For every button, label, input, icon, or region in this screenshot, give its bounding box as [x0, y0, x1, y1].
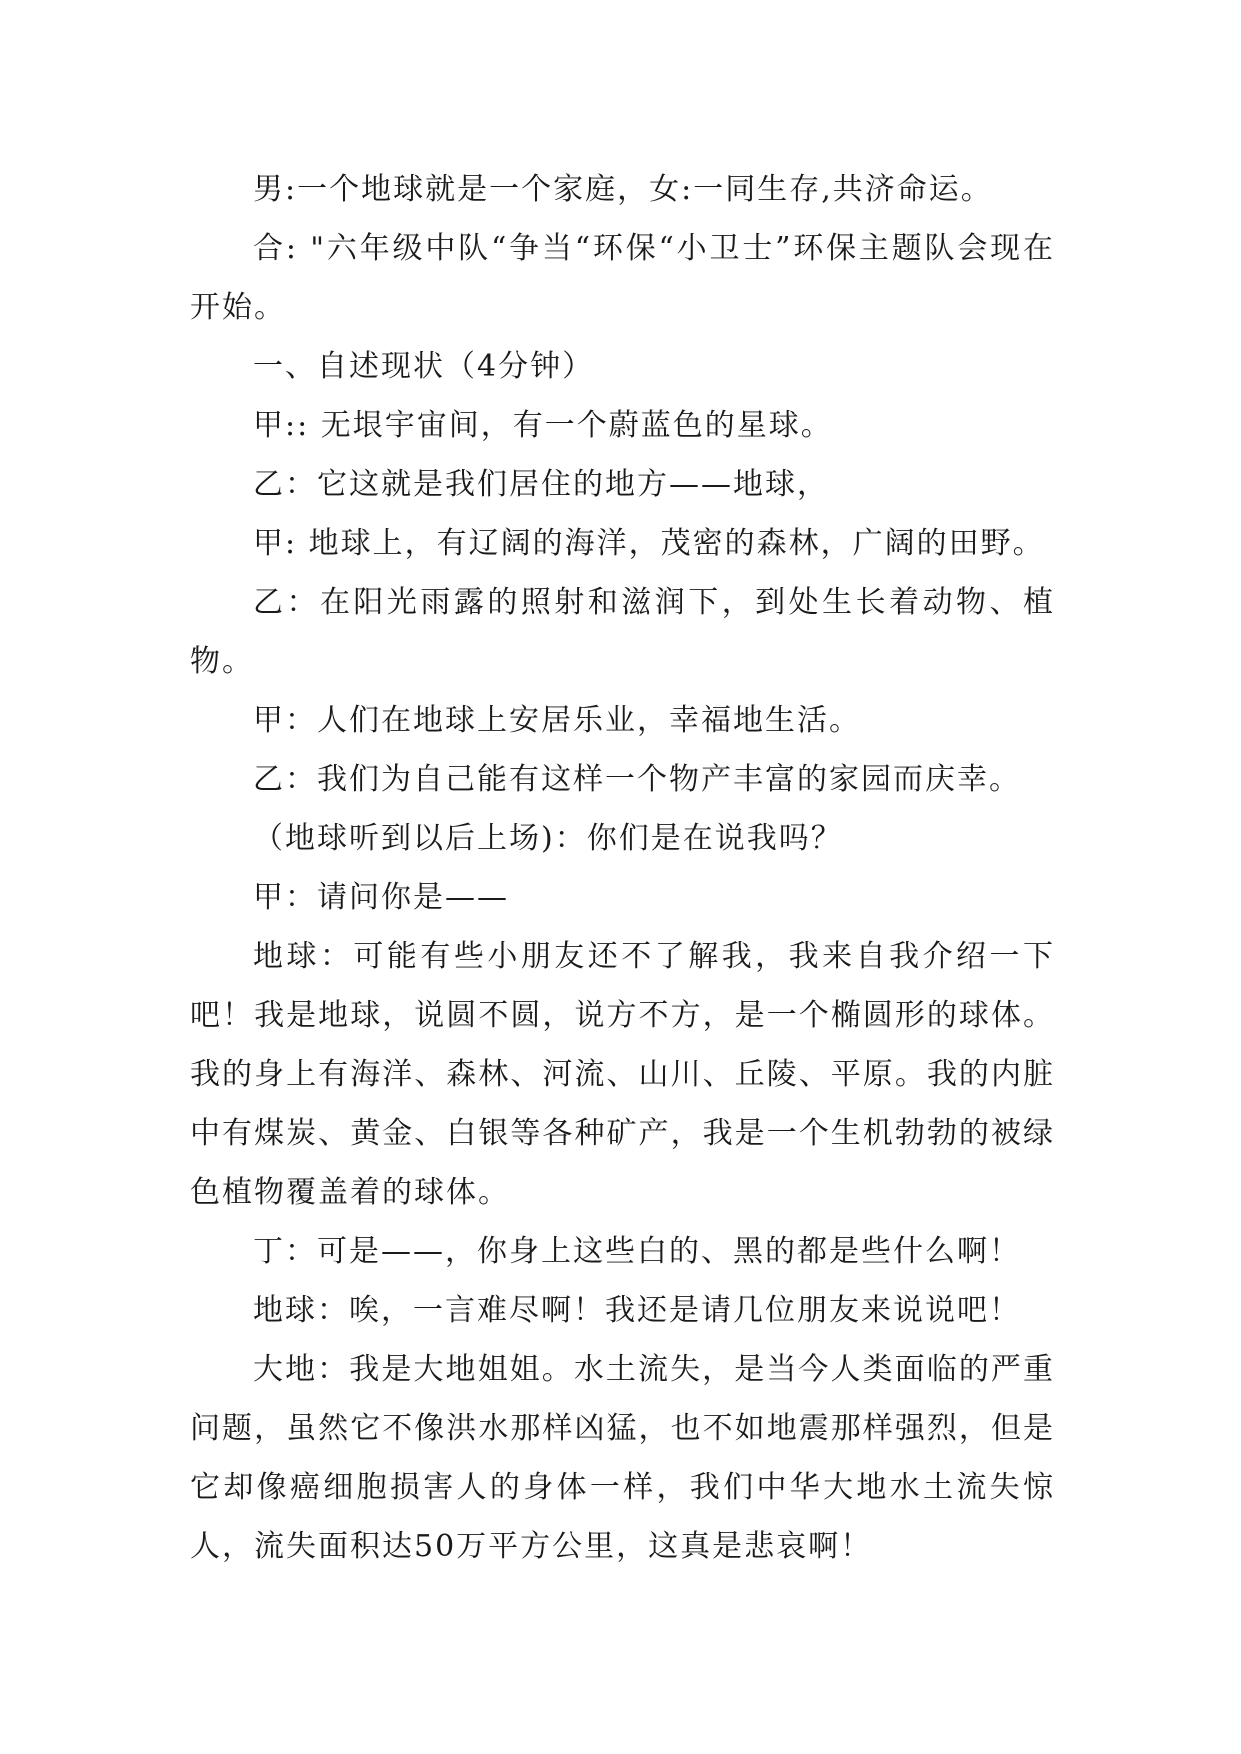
- paragraph-6: 甲: 地球上，有辽阔的海洋，茂密的森林，广阔的田野。: [253, 526, 1045, 561]
- paragraph-1: 男:一个地球就是一个家庭，女:一同生存,共济命运。: [253, 172, 993, 207]
- paragraph-2: 合: "六年级中队“争当“环保“小卫士”环保主题队会现在开始。: [190, 231, 1055, 325]
- paragraph-14: 地球：唉，一言难尽啊！我还是请几位朋友来说说吧！: [253, 1293, 1021, 1328]
- paragraph-12: 地球：可能有些小朋友还不了解我，我来自我介绍一下吧！我是地球，说圆不圆，说方不方，是一个椭圆形的球体。我的身上有海洋、森林、河流、山川、丘陵、平原。我的内脏中有煤炭、黄金、白银等各种矿产，我是一个生机勃勃的被绿色植物覆盖着的球体。: [190, 939, 1055, 1210]
- paragraph-5: 乙：它这就是我们居住的地方——地球，: [253, 467, 829, 502]
- paragraph-15: 大地：我是大地姐姐。水土流失，是当今人类面临的严重问题，虽然它不像洪水那样凶猛，也不如地震那样强烈，但是它却像癌细胞损害人的身体一样，我们中华大地水土流失惊人，流失面积达50万平方公里，这真是悲哀啊！: [190, 1352, 1055, 1564]
- paragraph-9: 乙：我们为自己能有这样一个物产丰富的家园而庆幸。: [253, 762, 1021, 797]
- paragraph-13: 丁：可是——，你身上这些白的、黑的都是些什么啊！: [253, 1234, 1021, 1269]
- paragraph-11: 甲：请问你是——: [253, 880, 509, 915]
- paragraph-8: 甲：人们在地球上安居乐业，幸福地生活。: [253, 703, 861, 738]
- paragraph-4: 甲:: 无垠宇宙间，有一个蔚蓝色的星球。: [253, 408, 833, 443]
- paragraph-3: 一、自述现状（4分钟）: [253, 349, 595, 384]
- paragraph-7: 乙：在阳光雨露的照射和滋润下，到处生长着动物、植物。: [190, 585, 1055, 679]
- document-body: [190, 160, 1055, 1576]
- paragraph-10: （地球听到以后上场)：你们是在说我吗？: [253, 821, 843, 856]
